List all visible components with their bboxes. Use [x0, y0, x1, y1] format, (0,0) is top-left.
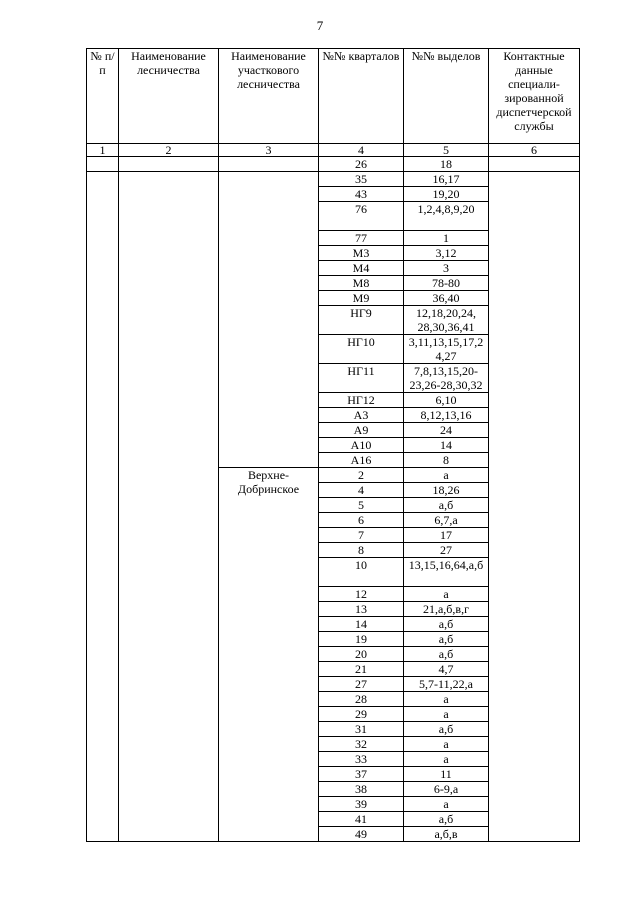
empty-cell — [119, 157, 219, 172]
allotment-cell: 78-80 — [404, 276, 489, 291]
allotment-cell: 4,7 — [404, 662, 489, 677]
column-number: 5 — [404, 144, 489, 157]
allotment-cell: 16,17 — [404, 172, 489, 187]
quarter-cell: 28 — [319, 692, 404, 707]
allotment-cell: 27 — [404, 543, 489, 558]
header-cell: № п/п — [87, 49, 119, 144]
quarter-cell: 6 — [319, 513, 404, 528]
empty-cell — [219, 157, 319, 172]
forestry-table — [86, 48, 580, 842]
empty-cell — [489, 157, 580, 172]
header-row — [87, 49, 580, 144]
empty-cell — [87, 172, 119, 842]
allotment-cell: 19,20 — [404, 187, 489, 202]
header-cell: №№ кварталов — [319, 49, 404, 144]
quarter-cell: А3 — [319, 408, 404, 423]
allotment-cell: а — [404, 468, 489, 483]
allotment-cell: а — [404, 752, 489, 767]
quarter-cell: 12 — [319, 587, 404, 602]
allotment-cell: 7,8,13,15,20- 23,26-28,30,32 — [404, 364, 489, 393]
column-number: 6 — [489, 144, 580, 157]
quarter-cell: 43 — [319, 187, 404, 202]
quarter-cell: 4 — [319, 483, 404, 498]
quarter-cell: 49 — [319, 827, 404, 842]
allotment-cell: 13,15,16,64,а,б — [404, 558, 489, 587]
allotment-cell: а,б — [404, 617, 489, 632]
quarter-cell: 31 — [319, 722, 404, 737]
quarter-cell: 20 — [319, 647, 404, 662]
empty-cell — [87, 157, 119, 172]
quarter-cell: 77 — [319, 231, 404, 246]
allotment-cell: 6,10 — [404, 393, 489, 408]
quarter-cell: 38 — [319, 782, 404, 797]
quarter-cell: А9 — [319, 423, 404, 438]
header-cell: Наименование лесничества — [119, 49, 219, 144]
column-number: 4 — [319, 144, 404, 157]
empty-cell — [489, 172, 580, 842]
quarter-cell: М8 — [319, 276, 404, 291]
allotment-cell: а,б — [404, 812, 489, 827]
quarter-cell: 8 — [319, 543, 404, 558]
quarter-cell: 13 — [319, 602, 404, 617]
allotment-cell: 3 — [404, 261, 489, 276]
column-number: 1 — [87, 144, 119, 157]
quarter-cell: 26 — [319, 157, 404, 172]
quarter-cell: 14 — [319, 617, 404, 632]
allotment-cell: 3,12 — [404, 246, 489, 261]
quarter-cell: 10 — [319, 558, 404, 587]
allotment-cell: 6,7,а — [404, 513, 489, 528]
allotment-cell: 21,а,б,в,г — [404, 602, 489, 617]
page-number: 7 — [316, 18, 324, 33]
allotment-cell: 8 — [404, 453, 489, 468]
column-number: 3 — [219, 144, 319, 157]
quarter-cell: НГ10 — [319, 335, 404, 364]
allotment-cell: а,б — [404, 722, 489, 737]
quarter-cell: М3 — [319, 246, 404, 261]
quarter-cell: М4 — [319, 261, 404, 276]
quarter-cell: НГ9 — [319, 306, 404, 335]
allotment-cell: 11 — [404, 767, 489, 782]
sector-name: Верхне-Добринское — [219, 468, 319, 842]
allotment-cell: а — [404, 587, 489, 602]
quarter-cell: 5 — [319, 498, 404, 513]
allotment-cell: а,б — [404, 498, 489, 513]
quarter-cell: НГ12 — [319, 393, 404, 408]
column-number: 2 — [119, 144, 219, 157]
quarter-cell: НГ11 — [319, 364, 404, 393]
quarter-cell: 7 — [319, 528, 404, 543]
column-number-row — [87, 144, 580, 157]
quarter-cell: М9 — [319, 291, 404, 306]
allotment-cell: а — [404, 692, 489, 707]
allotment-cell: 36,40 — [404, 291, 489, 306]
allotment-cell: 5,7-11,22,а — [404, 677, 489, 692]
allotment-cell: 18 — [404, 157, 489, 172]
quarter-cell: 27 — [319, 677, 404, 692]
allotment-cell: 14 — [404, 438, 489, 453]
table-row — [87, 157, 580, 172]
allotment-cell: 6-9,а — [404, 782, 489, 797]
allotment-cell: 3,11,13,15,17,2 4,27 — [404, 335, 489, 364]
table-row — [87, 172, 580, 187]
allotment-cell: 1,2,4,8,9,20 — [404, 202, 489, 231]
allotment-cell: а — [404, 737, 489, 752]
quarter-cell: 32 — [319, 737, 404, 752]
quarter-cell: 19 — [319, 632, 404, 647]
quarter-cell: 76 — [319, 202, 404, 231]
quarter-cell: 29 — [319, 707, 404, 722]
allotment-cell: а,б,в — [404, 827, 489, 842]
allotment-cell: а — [404, 707, 489, 722]
quarter-cell: 37 — [319, 767, 404, 782]
quarter-cell: 39 — [319, 797, 404, 812]
header-cell: Наименование участкового лесничества — [219, 49, 319, 144]
allotment-cell: а,б — [404, 632, 489, 647]
allotment-cell: а,б — [404, 647, 489, 662]
allotment-cell: а — [404, 797, 489, 812]
header-cell: Контактные данные специали-зированной диспетчерской службы — [489, 49, 580, 144]
quarter-cell: А10 — [319, 438, 404, 453]
quarter-cell: А16 — [319, 453, 404, 468]
allotment-cell: 18,26 — [404, 483, 489, 498]
allotment-cell: 17 — [404, 528, 489, 543]
quarter-cell: 2 — [319, 468, 404, 483]
allotment-cell: 12,18,20,24, 28,30,36,41 — [404, 306, 489, 335]
quarter-cell: 21 — [319, 662, 404, 677]
empty-cell — [119, 172, 219, 842]
quarter-cell: 33 — [319, 752, 404, 767]
quarter-cell: 41 — [319, 812, 404, 827]
header-cell: №№ выделов — [404, 49, 489, 144]
quarter-cell: 35 — [319, 172, 404, 187]
allotment-cell: 24 — [404, 423, 489, 438]
allotment-cell: 1 — [404, 231, 489, 246]
empty-cell — [219, 172, 319, 468]
allotment-cell: 8,12,13,16 — [404, 408, 489, 423]
